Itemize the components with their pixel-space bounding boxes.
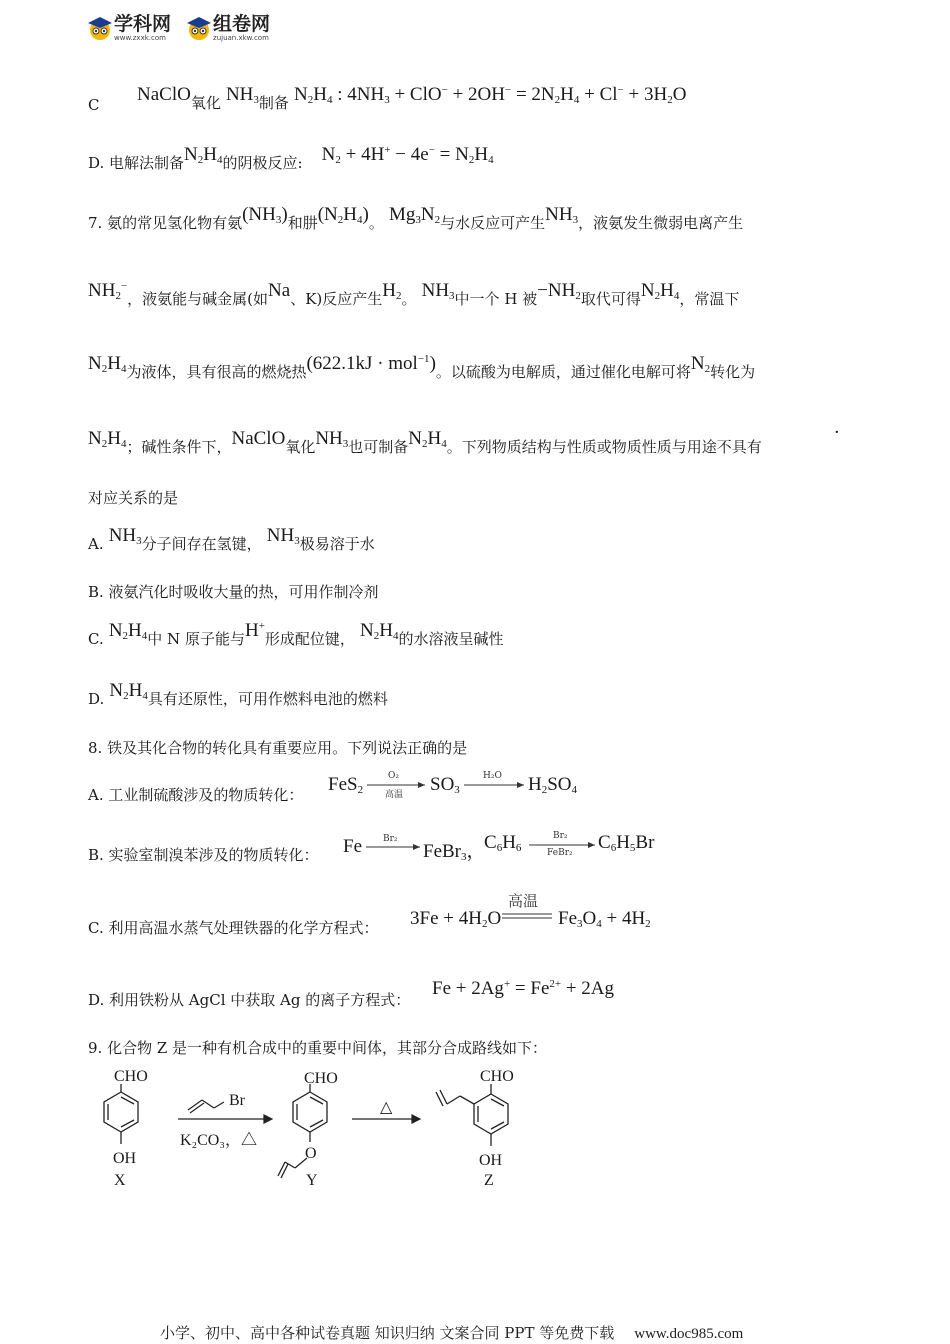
reagent-conditions: K₂CO₃，△ bbox=[180, 1132, 257, 1149]
formula: $N_2H_4$ bbox=[184, 144, 223, 166]
q8-option-d: D. 利用铁粉从 AgCl 中获取 Ag 的离子方程式： bbox=[88, 991, 411, 1009]
arrow-condition-bottom: 高温 bbox=[385, 790, 404, 800]
q7-stem-line5: 对应关系的是 bbox=[88, 489, 179, 507]
q7-option-d: D. $N_2H_4$具有还原性，可用作燃料电池的燃料 bbox=[88, 680, 388, 708]
arrow-condition-top: Br₂ bbox=[383, 834, 398, 844]
q7-stem-line1: 7. 氨的常见氢化物有氨$(NH_3)$和肼$(N_2H_4)$。 $Mg_3N_2$与水反应可产生$NH_3$，液氨发生微弱电离产生 bbox=[88, 204, 744, 232]
mascot-icon bbox=[185, 15, 213, 41]
q7-option-c: C. $N_2H_4$中 N 原子能与H+形成配位键， $N_2H_4$的水溶液呈碱性 bbox=[88, 620, 504, 648]
q8-b-c6h5br: $C_6H_5Br$ bbox=[598, 832, 655, 854]
label-z: Z bbox=[484, 1172, 494, 1189]
q7-stem-line4: $N_2H_4$；碱性条件下，NaClO氧化$NH_3$也可制备$N_2H_4$。下列物质结构与性质或物质性质与用途不具有 bbox=[88, 428, 762, 456]
q8-c-rhs: $Fe_3O_4 + 4H_2$ bbox=[558, 908, 651, 930]
logo-title: 组卷网 bbox=[213, 13, 271, 35]
q8-stem: 8. 铁及其化合物的转化具有重要应用。下列说法正确的是 bbox=[88, 739, 468, 757]
arrow-condition-top: H₂O bbox=[483, 771, 502, 781]
q8-option-c: C. 利用高温水蒸气处理铁器的化学方程式： bbox=[88, 919, 379, 937]
footer-text: 小学、初中、高中各种试卷真题 知识归纳 文案合同 PPT 等免费下载 bbox=[160, 1324, 615, 1342]
q8-option-b: B. 实验室制溴苯涉及的物质转化： bbox=[88, 846, 319, 864]
y-o: O bbox=[305, 1145, 317, 1162]
q7-option-b: B. 液氨汽化时吸收大量的热，可用作制冷剂 bbox=[88, 583, 379, 601]
emphasis-dot: · bbox=[834, 422, 840, 443]
equation: $N_2 + 4H^+ - 4e^- = N_2H_4$ bbox=[321, 144, 494, 166]
x-cho: CHO bbox=[114, 1068, 148, 1085]
q6-option-c bbox=[137, 84, 687, 112]
text: D. 电解法制备 bbox=[88, 154, 185, 172]
text: 氧化 bbox=[190, 94, 221, 112]
q8-d-equation: $Fe + 2Ag^+ = Fe^{2+} + 2Ag$ bbox=[432, 978, 615, 999]
q6-option-d bbox=[88, 144, 494, 172]
text: 制备 bbox=[258, 94, 289, 112]
formula: NaClO bbox=[137, 84, 191, 105]
xuekewang-logo[interactable] bbox=[86, 14, 171, 42]
equation-condition: 高温 bbox=[508, 892, 539, 910]
logo-url: zujuan.xkw.com bbox=[213, 34, 269, 42]
text: 的阴极反应: bbox=[222, 154, 303, 172]
equation: $N_2H_4$ : $4NH_3 + ClO^- + 2OH^- = 2N_2H_4 + Cl^- + 3H_2O$ bbox=[294, 84, 687, 106]
logo-title: 学科网 bbox=[114, 13, 172, 35]
q7-stem-line2: $NH_2^-$，液氨能与碱金属(如Na、K)反应产生$H_2$。 $NH_3$中一个 H 被$-NH_2$取代可得$N_2H_4$，常温下 bbox=[88, 280, 740, 308]
zujuanwang-logo[interactable] bbox=[185, 14, 270, 42]
z-oh: OH bbox=[479, 1152, 503, 1169]
arrow-condition-top: O₂ bbox=[388, 771, 399, 781]
x-oh: OH bbox=[113, 1150, 137, 1167]
y-cho: CHO bbox=[304, 1070, 338, 1087]
reagent-br: Br bbox=[229, 1092, 245, 1109]
q8-c-lhs: $3Fe + 4H_2O$ bbox=[410, 908, 502, 930]
q8-b-fe: Fe bbox=[343, 836, 362, 857]
molecule-x bbox=[104, 1084, 138, 1144]
q6-option-c-label: C bbox=[88, 96, 100, 114]
label-y: Y bbox=[306, 1172, 318, 1189]
q8-a-fes2: FeS$_2$ bbox=[328, 774, 364, 796]
q8-b-c6h6: $C_6H_6$ bbox=[484, 832, 522, 854]
z-cho: CHO bbox=[480, 1068, 514, 1085]
label-x: X bbox=[114, 1172, 126, 1189]
arrow-condition-bottom: FeBr₂ bbox=[547, 848, 573, 858]
logo-url: www.zxxk.com bbox=[114, 34, 166, 42]
allyl-bromide bbox=[188, 1100, 224, 1113]
q8-a-h2so4: $H_2SO_4$ bbox=[528, 774, 578, 796]
q8-b-febr3: FeBr$_3$， bbox=[423, 841, 486, 863]
formula: $NH_3$ bbox=[225, 84, 259, 106]
molecule-y bbox=[278, 1084, 327, 1178]
q7-stem-line3: $N_2H_4$为液体，具有很高的燃烧热(622.1kJ · mol$^{-1}$)。以硫酸为电解质，通过催化电解可将$N_2$转化为 bbox=[88, 353, 756, 381]
footer-site-link[interactable]: www.doc985.com bbox=[634, 1326, 744, 1342]
mascot-icon bbox=[86, 15, 114, 41]
arrow-condition-top: Br₂ bbox=[553, 831, 568, 841]
footer bbox=[160, 1322, 743, 1343]
header-logos bbox=[86, 14, 284, 42]
q8-option-a: A. 工业制硫酸涉及的物质转化： bbox=[88, 786, 304, 804]
q8-a-so3: $SO_3$ bbox=[430, 774, 460, 796]
heat-condition: △ bbox=[380, 1099, 393, 1116]
q9-stem: 9. 化合物 Z 是一种有机合成中的重要中间体，其部分合成路线如下： bbox=[88, 1039, 548, 1057]
q7-option-a: A. $NH_3$分子间存在氢键， $NH_3$极易溶于水 bbox=[88, 525, 375, 553]
molecule-z bbox=[436, 1084, 508, 1146]
